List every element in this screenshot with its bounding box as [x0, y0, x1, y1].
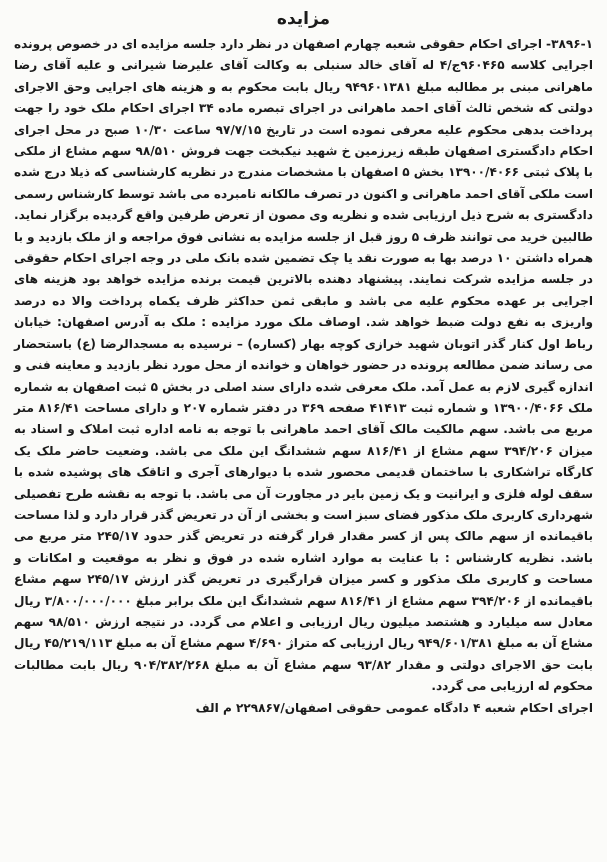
notice-footer-signature: اجرای احکام شعبه ۴ دادگاه عمومی حقوقی اصفهان/۲۲۹۸۶۷ م الف — [195, 700, 593, 715]
notice-title: مزایده — [276, 9, 331, 29]
notice-body: ۳۸۹۶-۱- اجرای احکام حقوقی شعبه چهارم اصفهان در نظر دارد جلسه مزایده ای در خصوص پرونده اجرایی کلاسه ۹۶۰۴۶۵ج/۴ له آقای خالد سنبلی به وکالت آقای علیرضا شیرانی و علیه آقای رضا ماهرانی مبنی بر مطالبه مبلغ ۹۴۹۶۰۱۳۸۱ ریال بابت محکوم به و هزینه های اجرایی وحق الاجرای دولتی که شخص ثالث آقای احمد ماهرانی در اجرای تبصره ماده ۳۴ اجرای احکام ملک خود را جهت پرداخت بدهی محکوم علیه معرفی نموده است در تاریخ ۹۷/۷/۱۵ ساعت ۱۰/۳۰ صبح در محل اجرای احکام دادگستری اصفهان طبقه زیرزمین خ شهید نیکبخت جهت فروش ۹۸/۵۱۰ سهم مشاع از ملکی با پلاک ثبتی ۱۳۹۰۰/۴۰۶۶ بخش ۵ اصفهان با مشخصات مندرج در نظریه کارشناسی که ذیلا درج شده است ملکی آقای احمد ماهرانی و اکنون در تصرف مالکانه نامبرده می باشد توسط کارشناس رسمی دادگستری به شرح ذیل ارزیابی شده و نظریه وی مصون از تعرض طرفین واقع گردیده برگزار نماید. طالبین خرید می توانند ظرف ۵ روز قبل از جلسه مزایده به نشانی فوق مراجعه و از ملک بازدید و با همراه داشتن ۱۰ درصد بها به صورت نقد یا چک تضمین شده بانک ملی در وجه اجرای احکام حقوقی در جلسه مزایده شرکت نمایند. پیشنهاد دهنده بالاترین قیمت برنده مزایده خواهد بود هزینه های اجرایی بر عهده محکوم علیه می باشد و مابقی ثمن حداکثر ظرف یکماه پرداخت والا ده درصد واریزی به نفع دولت ضبط خواهد شد. اوصاف ملک مورد مزایده : ملک به آدرس اصفهان: خیابان رباط اول کنار گذر اتوبان شهید خرازی کوچه بهار (کساره) – نرسیده به مسجدالرضا (ع) باستحضار می رساند ضمن مطالعه پرونده در حضور خواهان و خوانده از محل مورد نظر بازدید و معاینه فنی و اندازه گیری لازم به عمل آمد. ملک معرفی شده دارای سند اصلی در بخش ۵ ثبت اصفهان به شماره ملک ۱۳۹۰۰/۴۰۶۶ و شماره ثبت ۴۱۴۱۳ صفحه ۳۶۹ در دفتر شماره ۲۰۷ و دارای مساحت ۸۱۶/۴۱ متر مربع می باشد. سهم مالکیت مالک آقای احمد ماهرانی با توجه به نامه اداره ثبت املاک و اسناد به میزان ۳۹۴/۲۰۶ سهم مشاع از ۸۱۶/۴۱ سهم ششدانگ این ملک می باشد. وضعیت حاضر ملک یک کارگاه تراشکاری با ساختمان قدیمی محصور شده با دیوارهای آجری و اتاقک های پوشیده شده با سقف لوله فلزی و ایرانیت و یک زمین بایر در مجاورت آن می باشد. با توجه به نقشه طرح تفصیلی شهرداری کاربری ملک مذکور فضای سبز است و بخشی از آن در تعریض گذر قرار دارد و لذا مساحت باقیمانده از سهم مالک پس از کسر مقدار قرار گرفته در تعریض گذر حدود ۲۴۵/۱۷ متر مربع می باشد. نظریه کارشناس : با عنایت به موارد اشاره شده در فوق و نظر به موقعیت و امکانات و مساحت و کاربری ملک مذکور و کسر میزان قرارگیری در تعریض گذر ارزش ۲۴۵/۱۷ سهم مشاع باقیمانده از ۳۹۴/۲۰۶ سهم مشاع از ۸۱۶/۴۱ سهم ششدانگ این ملک برابر مبلغ ۳/۸۰۰/۰۰۰/۰۰۰ ریال معادل سه میلیارد و هشتصد میلیون ریال ارزیابی و اعلام می گردد. در نتیجه ارزش ۹۸/۵۱۰ سهم مشاع آن به مبلغ ۹۴۹/۶۰۱/۳۸۱ ریال ارزیابی که متراژ ۴/۶۹۰ سهم مشاع آن به مبلغ ۴۵/۲۱۹/۱۱۳ ریال بابت حق الاجرای دولتی و مقدار ۹۳/۸۲ سهم مشاع آن به مبلغ ۹۰۴/۳۸۲/۲۶۸ ریال بابت مطالبات محکوم له ارزیابی می گردد. — [14, 37, 594, 694]
